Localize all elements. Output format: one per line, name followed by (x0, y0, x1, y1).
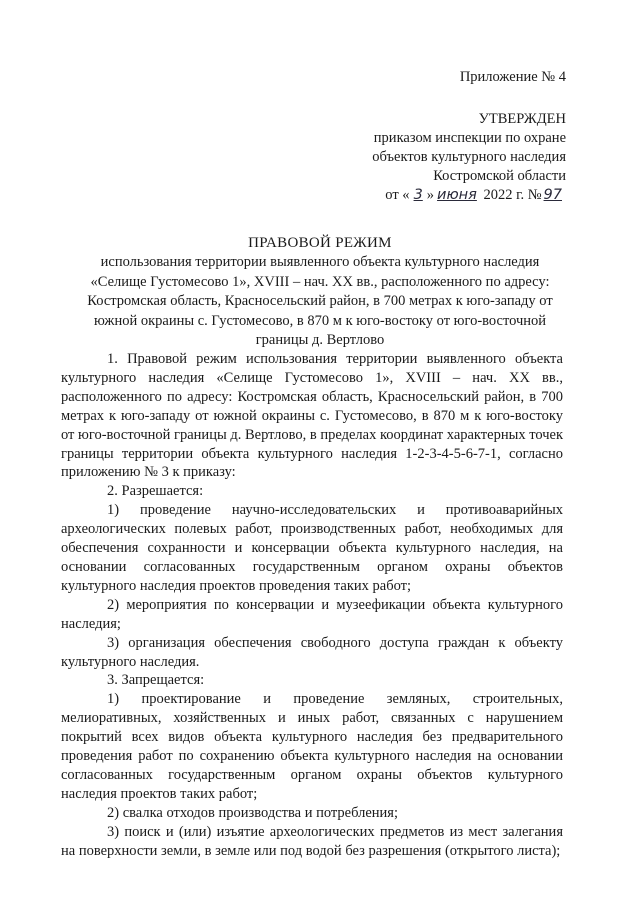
subtitle-line-1: использования территории выявленного объекта культурного наследия (100, 254, 540, 270)
paragraph-2-item-2: 2) мероприятия по консервации и музеефикации объекта культурного наследия; (61, 596, 563, 632)
subtitle-line-5: границы д. Вертлово (255, 332, 385, 348)
order-line-1: приказом инспекции по охране (373, 130, 566, 146)
date-quote-close: » (426, 187, 435, 203)
date-day: 3 (413, 187, 423, 203)
subtitle-line-3: Костромская область, Красносельский район, в 700 метрах к юго-западу от (87, 293, 553, 309)
title-block (60, 233, 580, 351)
order-line-3: Костромской области (433, 168, 566, 184)
date-year: 2022 г. № (483, 187, 542, 203)
paragraph-1: 1. Правовой режим использования территории выявленного объекта культурного наследия «Селище Густомесово 1», XVIII – нач. XX вв., расположенного по адресу: Костромская область, Красносельский район, в 700 метрах к юго-западу от южной окраины с. Густомесово, в 870 м к юго-востоку от юго-восточной границы д. Вертлово, в пределах координат характерных точек границы территории объекта культурного наследия 1-2-3-4-5-6-7-1, согласно приложению № 3 к приказу: (61, 351, 563, 481)
paragraph-3-item-1: 1) проектирование и проведение земляных, строительных, мелиоративных, хозяйственных и иных работ, связанных с нарушением покрытий всех видов объекта культурного наследия без предварительного проведения работ по сохранению объекта культурного наследия на основании согласованных государственным органом охраны объектов культурного наследия проектов таких работ; (61, 691, 563, 802)
order-date-line (300, 186, 566, 205)
order-line-2: объектов культурного наследия (372, 149, 566, 165)
appendix-label: Приложение № 4 (459, 69, 566, 85)
paragraph-2-item-1: 1) проведение научно-исследовательских и противоаварийных археологических полевых работ, производственных работ, необходимых для обеспечения сохранности и консервации объекта культурного наследия, на основании согласованных государственным органом охраны объектов культурного наследия проектов проведения таких работ; (61, 502, 563, 594)
paragraph-2-heading: 2. Разрешается: (107, 483, 204, 500)
document-title: ПРАВОВОЙ РЕЖИМ (248, 235, 392, 251)
paragraph-3-heading: 3. Запрещается: (107, 672, 205, 689)
paragraph-2-item-3: 3) организация обеспечения свободного доступа граждан к объекту культурного наследия. (61, 634, 563, 670)
paragraph-3-item-3: 3) поиск и (или) изъятие археологических предметов из мест залегания на поверхности земли, в земле или под водой без разрешения (открытого листа); (61, 823, 563, 859)
document-body (61, 350, 563, 860)
order-number: 97 (543, 187, 562, 203)
subtitle-line-4: южной окраины с. Густомесово, в 870 м к юго-востоку от юго-восточной (93, 312, 547, 329)
paragraph-3-item-2: 2) свалка отходов производства и потребления; (107, 804, 399, 821)
subtitle-line-2: «Селище Густомесово 1», XVIII – нач. XX вв., расположенного по адресу: (90, 273, 550, 290)
approved-label: УТВЕРЖДЕН (478, 111, 566, 127)
date-prefix: от « (385, 187, 410, 203)
date-month: июня (437, 187, 477, 203)
